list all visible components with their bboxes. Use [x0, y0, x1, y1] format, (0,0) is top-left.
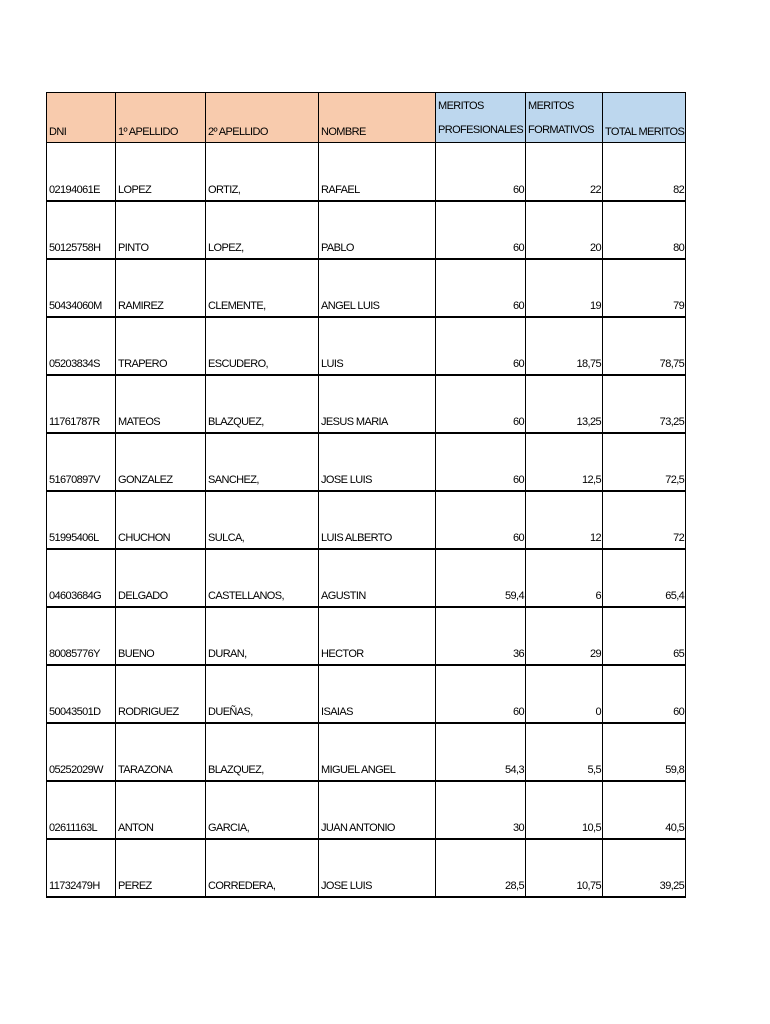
cell-apellido1: PEREZ [116, 839, 206, 897]
table-row [47, 607, 686, 665]
cell-dni: 05252029W [47, 723, 116, 781]
table-row [47, 259, 686, 317]
table-row [47, 665, 686, 723]
cell-apellido1: CHUCHON [116, 491, 206, 549]
cell-total-meritos: 59,8 [603, 723, 686, 781]
cell-nombre: LUIS ALBERTO [319, 491, 436, 549]
cell-total-meritos: 72 [603, 491, 686, 549]
table-row [47, 433, 686, 491]
cell-total-meritos: 73,25 [603, 375, 686, 433]
cell-total-meritos: 82 [603, 143, 686, 201]
table-row [47, 723, 686, 781]
table-row [47, 839, 686, 897]
table-row [47, 375, 686, 433]
header-total-meritos: TOTAL MERITOS [603, 93, 686, 143]
cell-apellido2: DUEÑAS, [206, 665, 319, 723]
table-row [47, 201, 686, 259]
cell-nombre: JOSE LUIS [319, 433, 436, 491]
cell-apellido2: ORTIZ, [206, 143, 319, 201]
cell-apellido2: CLEMENTE, [206, 259, 319, 317]
cell-dni: 04603684G [47, 549, 116, 607]
table-row [47, 491, 686, 549]
cell-meritos-formativos: 20 [526, 201, 603, 259]
cell-nombre: ISAIAS [319, 665, 436, 723]
cell-meritos-profesionales: 60 [436, 317, 526, 375]
cell-meritos-formativos: 10,5 [526, 781, 603, 839]
cell-dni: 51670897V [47, 433, 116, 491]
cell-dni: 51995406L [47, 491, 116, 549]
cell-apellido1: BUENO [116, 607, 206, 665]
cell-apellido2: LOPEZ, [206, 201, 319, 259]
cell-meritos-formativos: 12,5 [526, 433, 603, 491]
cell-apellido2: DURAN, [206, 607, 319, 665]
cell-dni: 11732479H [47, 839, 116, 897]
cell-meritos-profesionales: 59,4 [436, 549, 526, 607]
cell-total-meritos: 65,4 [603, 549, 686, 607]
cell-apellido1: DELGADO [116, 549, 206, 607]
cell-nombre: LUIS [319, 317, 436, 375]
cell-meritos-formativos: 22 [526, 143, 603, 201]
header-apellido2: 2º APELLIDO [206, 93, 319, 143]
cell-meritos-formativos: 19 [526, 259, 603, 317]
cell-apellido2: ESCUDERO, [206, 317, 319, 375]
cell-apellido1: PINTO [116, 201, 206, 259]
cell-nombre: RAFAEL [319, 143, 436, 201]
header-dni: DNI [47, 93, 116, 143]
cell-nombre: MIGUEL ANGEL [319, 723, 436, 781]
cell-meritos-formativos: 12 [526, 491, 603, 549]
cell-nombre: AGUSTIN [319, 549, 436, 607]
cell-dni: 05203834S [47, 317, 116, 375]
cell-nombre: ANGEL LUIS [319, 259, 436, 317]
cell-apellido1: MATEOS [116, 375, 206, 433]
cell-meritos-formativos: 29 [526, 607, 603, 665]
cell-apellido2: CORREDERA, [206, 839, 319, 897]
table-row [47, 143, 686, 201]
cell-dni: 50043501D [47, 665, 116, 723]
cell-meritos-profesionales: 28,5 [436, 839, 526, 897]
cell-total-meritos: 40,5 [603, 781, 686, 839]
cell-apellido1: ANTON [116, 781, 206, 839]
cell-apellido2: BLAZQUEZ, [206, 375, 319, 433]
cell-total-meritos: 72,5 [603, 433, 686, 491]
cell-apellido2: SULCA, [206, 491, 319, 549]
cell-meritos-formativos: 6 [526, 549, 603, 607]
cell-total-meritos: 78,75 [603, 317, 686, 375]
cell-nombre: HECTOR [319, 607, 436, 665]
cell-apellido2: CASTELLANOS, [206, 549, 319, 607]
cell-apellido1: LOPEZ [116, 143, 206, 201]
cell-meritos-formativos: 5,5 [526, 723, 603, 781]
cell-apellido2: SANCHEZ, [206, 433, 319, 491]
cell-total-meritos: 60 [603, 665, 686, 723]
header-meritos-profesionales: MERITOS PROFESIONALES [436, 93, 526, 143]
header-nombre: NOMBRE [319, 93, 436, 143]
header-apellido1: 1º APELLIDO [116, 93, 206, 143]
cell-total-meritos: 79 [603, 259, 686, 317]
cell-nombre: JOSE LUIS [319, 839, 436, 897]
cell-apellido1: RAMIREZ [116, 259, 206, 317]
table-row [47, 549, 686, 607]
cell-apellido2: GARCIA, [206, 781, 319, 839]
cell-nombre: PABLO [319, 201, 436, 259]
cell-total-meritos: 39,25 [603, 839, 686, 897]
cell-meritos-profesionales: 54,3 [436, 723, 526, 781]
cell-total-meritos: 65 [603, 607, 686, 665]
cell-nombre: JESUS MARIA [319, 375, 436, 433]
cell-meritos-formativos: 18,75 [526, 317, 603, 375]
cell-dni: 02611163L [47, 781, 116, 839]
cell-apellido1: TARAZONA [116, 723, 206, 781]
header-row [47, 93, 686, 143]
cell-meritos-profesionales: 36 [436, 607, 526, 665]
cell-meritos-profesionales: 60 [436, 375, 526, 433]
cell-meritos-profesionales: 60 [436, 433, 526, 491]
cell-dni: 50125758H [47, 201, 116, 259]
cell-apellido1: RODRIGUEZ [116, 665, 206, 723]
cell-apellido1: TRAPERO [116, 317, 206, 375]
cell-apellido1: GONZALEZ [116, 433, 206, 491]
cell-meritos-profesionales: 60 [436, 491, 526, 549]
table-row [47, 317, 686, 375]
cell-meritos-formativos: 0 [526, 665, 603, 723]
cell-apellido2: BLAZQUEZ, [206, 723, 319, 781]
cell-nombre: JUAN ANTONIO [319, 781, 436, 839]
cell-meritos-profesionales: 60 [436, 201, 526, 259]
table-body [47, 143, 686, 897]
cell-dni: 80085776Y [47, 607, 116, 665]
cell-meritos-profesionales: 30 [436, 781, 526, 839]
merits-table [46, 92, 686, 898]
cell-total-meritos: 80 [603, 201, 686, 259]
table-row [47, 781, 686, 839]
cell-dni: 02194061E [47, 143, 116, 201]
cell-meritos-formativos: 10,75 [526, 839, 603, 897]
cell-meritos-formativos: 13,25 [526, 375, 603, 433]
cell-dni: 50434060M [47, 259, 116, 317]
cell-meritos-profesionales: 60 [436, 665, 526, 723]
header-meritos-formativos: MERITOS FORMATIVOS [526, 93, 603, 143]
cell-meritos-profesionales: 60 [436, 143, 526, 201]
cell-meritos-profesionales: 60 [436, 259, 526, 317]
cell-dni: 11761787R [47, 375, 116, 433]
